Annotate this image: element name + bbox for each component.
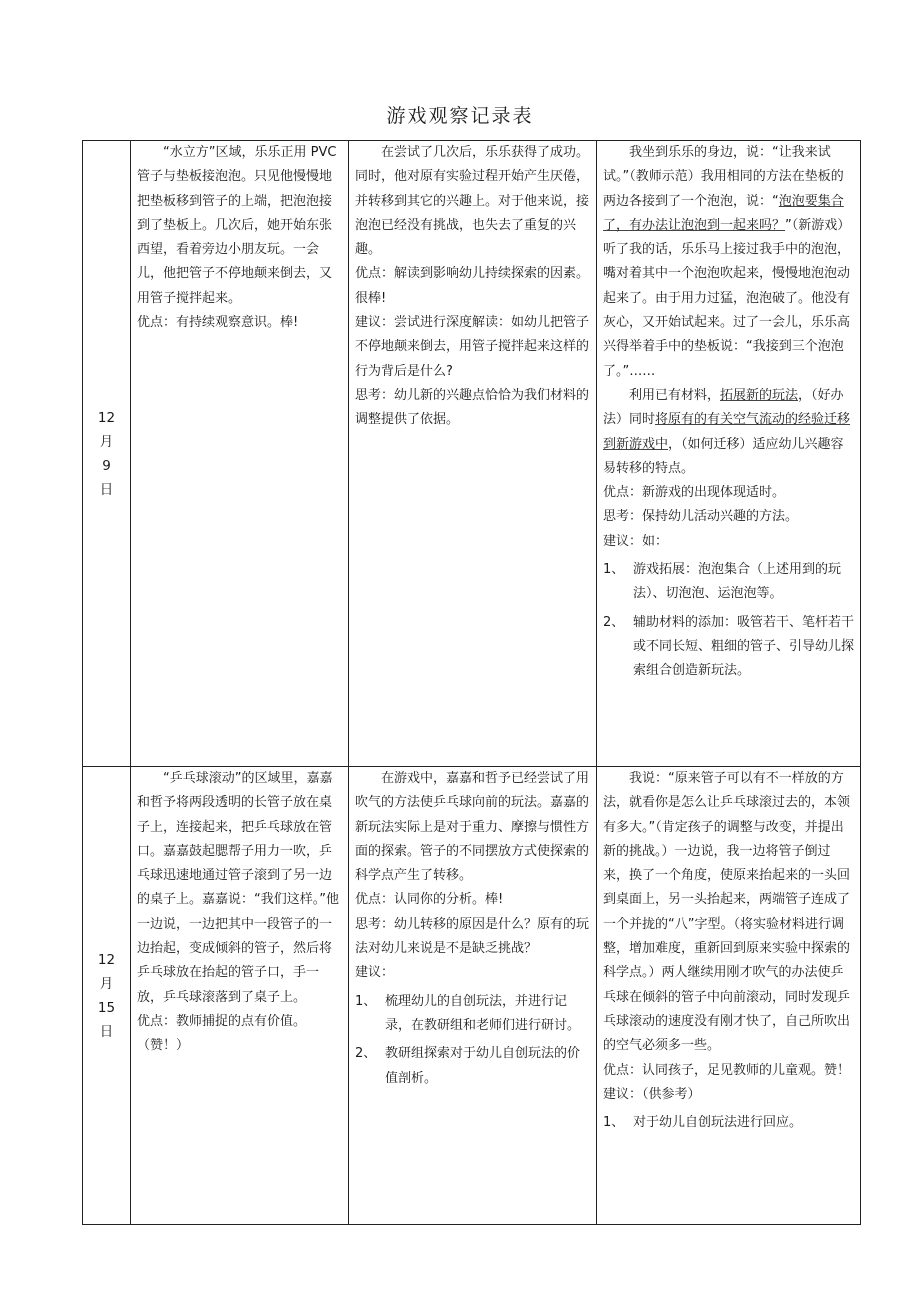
- analysis-merit: 优点：解读到影响幼儿持续探索的因素。很棒!: [355, 266, 590, 306]
- table-row: [83, 141, 861, 767]
- list-number: 1、: [355, 993, 377, 1009]
- observation-merit: 优点：有持续观察意识。棒!: [137, 315, 299, 331]
- analysis-suggestion-head: 建议：: [355, 965, 395, 981]
- date-cell: [83, 141, 131, 767]
- analysis-thinking: 思考：幼儿新的兴趣点恰恰为我们材料的调整提供了依据。: [355, 387, 590, 428]
- observation-table: [82, 140, 861, 1225]
- support-cell: [597, 141, 861, 767]
- suggestion-list: [603, 558, 854, 683]
- observation-cell: [131, 767, 349, 1225]
- date-cell: [83, 767, 131, 1225]
- date-month-number: 12: [97, 951, 116, 968]
- support-merit: 优点：认同孩子，足见教师的儿童观。赞！: [603, 1062, 851, 1078]
- analysis-text: 在尝试了几次后，乐乐获得了成功。同时，他对原有实验过程开始产生厌倦，并转移到其它的兴趣上。对于他来说，接泡泡已经没有挑战，也失去了重复的兴趣。: [355, 145, 590, 258]
- list-text: 对于幼儿自创玩法进行回应。: [633, 1115, 803, 1131]
- support-text-part: ，（如何迁移）适应幼儿兴趣容易转移的特点。: [603, 436, 844, 476]
- observation-merit: 优点：教师捕捉的点有价值。（赞！）: [137, 1013, 307, 1054]
- support-merit: 优点：新游戏的出现体现适时。: [603, 485, 786, 501]
- page-title: 游戏观察记录表: [386, 105, 534, 127]
- date-day-number: 9: [102, 457, 111, 474]
- list-item: [603, 558, 854, 607]
- support-cell: [597, 767, 861, 1225]
- support-underlined-text: 将原有的有关空气流动的经验迁移到新游戏中: [603, 412, 851, 452]
- list-item: [355, 1042, 590, 1091]
- date-month-char: 月: [99, 433, 114, 450]
- list-text: 辅助材料的添加：吸管若干、笔杆若干或不同长短、粗细的管子、引导幼儿探索组合创造新玩法。: [633, 614, 855, 679]
- table-row: [83, 767, 861, 1225]
- list-text: 梳理幼儿的自创玩法，并进行记录，在教研组和老师们进行研讨。: [385, 993, 581, 1033]
- support-text-part: ”（新游戏）听了我的话，乐乐马上接过我手中的泡泡，嘴对着其中一个泡泡吹起来，慢慢地泡泡动起来了。由于用力过猛，泡泡破了。他没有灰心，又开始试起来。过了一会儿，乐乐高兴得举着手中的垫板说：“我接到三个泡泡了。”……: [603, 217, 851, 379]
- suggestion-list: [603, 1111, 854, 1135]
- list-item: [603, 611, 854, 684]
- date-month-number: 12: [97, 409, 116, 426]
- date-day-char: 日: [99, 481, 114, 498]
- suggestion-list: [355, 990, 590, 1091]
- observation-text: “水立方”区域，乐乐正用 PVC 管子与垫板接泡泡。只见他慢慢地把垫板移到管子的上端，把泡泡接到了垫板上。几次后，她开始东张西望，看着旁边小朋友玩。一会儿，他把管子不停地颠来倒去，又用管子搅拌起来。: [137, 145, 337, 306]
- observation-text: “乒乓球滚动”的区域里，嘉嘉和哲予将两段透明的长管子放在桌子上，连接起来，把乒乓球放在管口。嘉嘉鼓起腮帮子用力一吹，乒乓球迅速地通过管子滚到了另一边的桌子上。嘉嘉说：“我们这样。”他一边说，一边把其中一段管子的一边抬起，变成倾斜的管子，然后将乒乓球放在抬起的管子口，手一放，乒乓球滚落到了桌子上。: [137, 771, 339, 1005]
- list-number: 1、: [603, 1115, 625, 1131]
- list-item: [603, 1111, 854, 1135]
- list-text: 游戏拓展：泡泡集合（上述用到的玩法）、切泡泡、运泡泡等。: [633, 562, 842, 602]
- support-text-part: ，（好办法）同时: [603, 387, 844, 428]
- analysis-suggestion: 建议：尝试进行深度解读：如幼儿把管子不停地颠来倒去，用管子搅拌起来这样的行为背后是什么?: [355, 315, 590, 379]
- analysis-cell: [349, 141, 597, 767]
- analysis-merit: 优点：认同你的分析。棒!: [355, 892, 504, 908]
- analysis-text: 在游戏中，嘉嘉和哲予已经尝试了用吹气的方法使乒乓球向前的玩法。嘉嘉的新玩法实际上是对于重力、摩擦与惯性方面的探索。管子的不同摆放方式使探索的科学点产生了转移。: [355, 771, 590, 884]
- support-narrative: [603, 141, 854, 384]
- support-reflection: [603, 384, 854, 481]
- support-underlined-text: 泡泡要集合了，有办法让泡泡到一起来吗？: [603, 193, 844, 233]
- analysis-cell: [349, 767, 597, 1225]
- list-number: 2、: [603, 614, 625, 630]
- list-number: 2、: [355, 1046, 377, 1062]
- list-number: 1、: [603, 562, 625, 578]
- observation-cell: [131, 141, 349, 767]
- date-day-number: 15: [97, 999, 116, 1016]
- analysis-thinking: 思考：幼儿转移的原因是什么？原有的玩法对幼儿来说是不是缺乏挑战？: [355, 916, 590, 957]
- support-text-part: 利用已有材料，: [629, 387, 721, 403]
- support-thinking: 思考：保持幼儿活动兴趣的方法。: [603, 509, 799, 525]
- support-text-part: 我坐到乐乐的身边，说：“让我来试试。”（教师示范）我用相同的方法在垫板的两边各接到了一个泡泡，说：“: [603, 145, 844, 209]
- support-narrative: 我说：“原来管子可以有不一样放的方法，就看你是怎么让乒乓球滚过去的，本领有多大。”（肯定孩子的调整与改变，并提出新的挑战。）一边说，我一边将管子倒过来，换了一个角度，使原来抬起来的一头回到桌面上，另一头抬起来，两端管子连成了一个并拢的“八”字型。（将实验材料进行调整，增加难度，重新回到原来实验中探索的科学点。）两人继续用刚才吹气的办法使乒乓球在倾斜的管子中向前滚动，同时发现乒乓球滚动的速度没有刚才快了，自己所吹出的空气必须多一些。: [603, 771, 851, 1054]
- date-month-char: 月: [99, 975, 114, 992]
- date-day-char: 日: [99, 1023, 114, 1040]
- support-suggestion-head: 建议：（供参考）: [603, 1086, 701, 1102]
- support-underlined-text: 拓展新的玩法: [720, 387, 799, 403]
- support-suggestion-head: 建议：如：: [603, 533, 669, 549]
- list-item: [355, 990, 590, 1039]
- list-text: 教研组探索对于幼儿自创玩法的价值剖析。: [385, 1046, 581, 1086]
